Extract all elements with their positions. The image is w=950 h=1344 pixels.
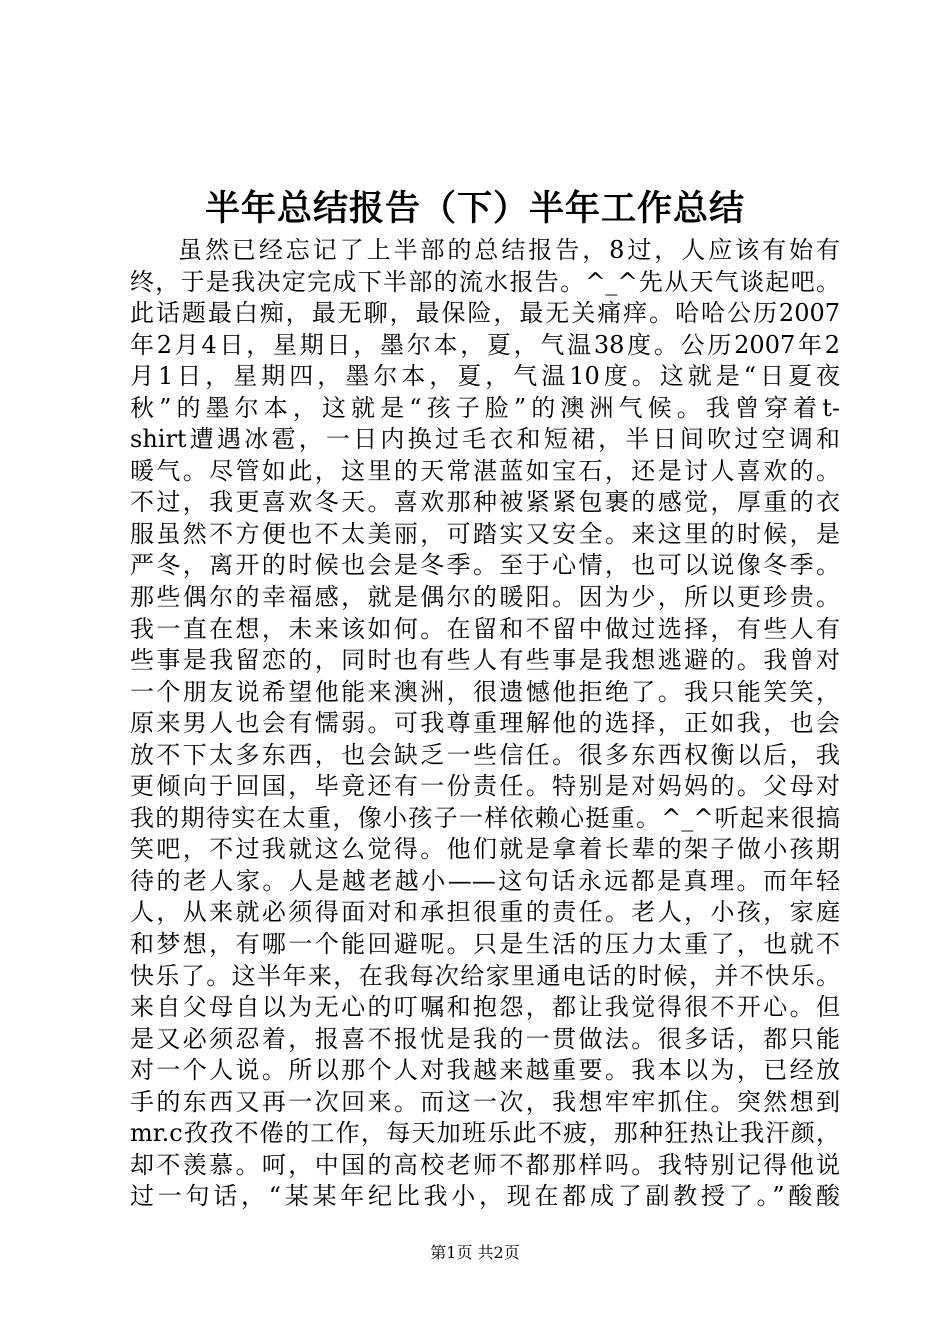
document-body <box>130 235 840 1213</box>
body-line: 来自父母自以为无心的叮嘱和抱怨，都让我觉得很不开心。但 <box>130 993 840 1022</box>
body-line: 暖气。尽管如此，这里的天常湛蓝如宝石，还是讨人喜欢的。 <box>130 456 840 485</box>
body-line: 秋”的墨尔本，这就是“孩子脸”的澳洲气候。我曾穿着t- <box>130 393 840 422</box>
body-line: 原来男人也会有懦弱。可我尊重理解他的选择，正如我，也会 <box>130 709 840 738</box>
body-line: 月1日，星期四，墨尔本，夏，气温10度。这就是“日夏夜 <box>130 362 840 391</box>
body-line: 和梦想，有哪一个能回避呢。只是生活的压力太重了，也就不 <box>130 930 840 959</box>
page-number-footer: 第1页 共2页 <box>430 1243 520 1262</box>
body-line: 过一句话，“某某年纪比我小，现在都成了副教授了。”酸酸 <box>130 1182 840 1211</box>
body-line: 服虽然不方便也不太美丽，可踏实又安全。来这里的时候，是 <box>130 519 840 548</box>
body-line: 不过，我更喜欢冬天。喜欢那种被紧紧包裹的感觉，厚重的衣 <box>130 488 840 517</box>
body-line: 虽然已经忘记了上半部的总结报告，8过，人应该有始有 <box>178 236 840 264</box>
document-title: 半年总结报告（下）半年工作总结 <box>204 189 745 229</box>
body-line: 我的期待实在太重，像小孩子一样依赖心挺重。^_^听起来很搞 <box>130 803 840 832</box>
body-line: 笑吧，不过我就这么觉得。他们就是拿着长辈的架子做小孩期 <box>130 835 840 864</box>
body-line: 严冬，离开的时候也会是冬季。至于心情，也可以说像冬季。 <box>130 551 840 580</box>
body-line: 我一直在想，未来该如何。在留和不留中做过选择，有些人有 <box>130 614 840 643</box>
body-line: 却不羡慕。呵，中国的高校老师不都那样吗。我特别记得他说 <box>130 1150 840 1179</box>
body-line: 手的东西又再一次回来。而这一次，我想牢牢抓住。突然想到 <box>130 1087 840 1116</box>
body-line: 快乐了。这半年来，在我每次给家里通电话的时候，并不快乐。 <box>130 961 840 990</box>
body-line: shirt遭遇冰雹，一日内换过毛衣和短裙，半日间吹过空调和 <box>130 425 840 454</box>
body-line: mr.c孜孜不倦的工作，每天加班乐此不疲，那种狂热让我汗颜， <box>130 1119 840 1148</box>
body-line: 终，于是我决定完成下半部的流水报告。^_^先从天气谈起吧。 <box>130 267 840 296</box>
body-line: 更倾向于回国，毕竟还有一份责任。特别是对妈妈的。父母对 <box>130 772 840 801</box>
body-line: 放不下太多东西，也会缺乏一些信任。很多东西权衡以后，我 <box>130 740 840 769</box>
body-line: 人，从来就必须得面对和承担很重的责任。老人，小孩，家庭 <box>130 898 840 927</box>
body-line: 那些偶尔的幸福感，就是偶尔的暖阳。因为少，所以更珍贵。 <box>130 583 840 612</box>
body-line: 些事是我留恋的，同时也有些人有些事是我想逃避的。我曾对 <box>130 646 840 675</box>
body-line: 此话题最白痴，最无聊，最保险，最无关痛痒。哈哈公历2007 <box>130 299 840 328</box>
body-line: 一个朋友说希望他能来澳洲，很遗憾他拒绝了。我只能笑笑， <box>130 677 840 706</box>
body-line: 对一个人说。所以那个人对我越来越重要。我本以为，已经放 <box>130 1056 840 1085</box>
body-line: 是又必须忍着，报喜不报忧是我的一贯做法。很多话，都只能 <box>130 1024 840 1053</box>
body-line: 待的老人家。人是越老越小——这句话永远都是真理。而年轻 <box>130 866 840 895</box>
body-line: 年2月4日，星期日，墨尔本，夏，气温38度。公历2007年2 <box>130 330 840 359</box>
